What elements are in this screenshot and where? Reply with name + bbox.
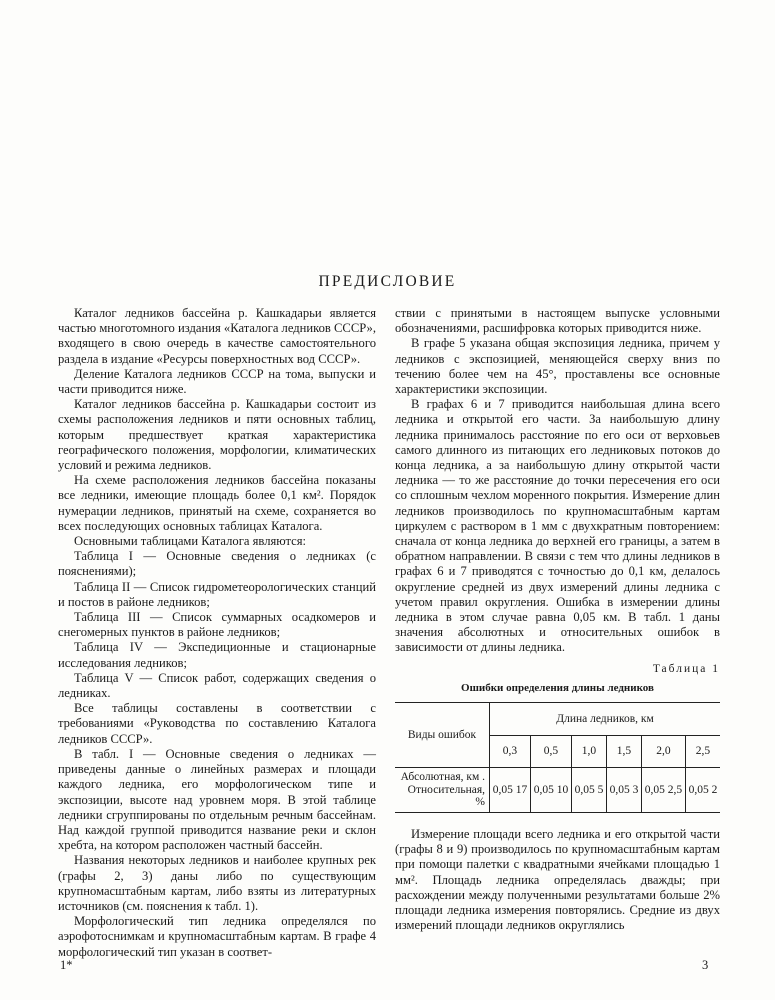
paragraph: Каталог ледников бассейна р. Кашкадарьи состоит из схемы расположения ледников и пяти основных таблиц, которым предшествует краткая характеристика географического положения, морфологии, климатических условий и режима ледников. (58, 397, 376, 473)
paragraph: Таблица III — Список суммарных осадкомеров и снегомерных пунктов в районе ледников; (58, 610, 376, 640)
table-label: Таблица 1 (652, 662, 720, 675)
paragraph: Таблица IV — Экспедиционные и стационарные исследования ледников; (58, 640, 376, 670)
paragraph: Основными таблицами Каталога являются: (74, 534, 307, 549)
table-header-cell: 1,0 (571, 735, 606, 768)
table-title: Ошибки определения длины ледников (461, 681, 654, 694)
paragraph: Морфологический тип ледника определялся по аэрофотоснимкам и крупномасштабным картам. В графе 4 морфологический тип указан в соответ- (58, 914, 376, 959)
paragraph: Измерение площади всего ледника и его открытой части (графы 8 и 9) производилось по крупномасштабным картам при помощи палетки с квадратными ячейками площадью 1 мм². Площадь ледника определялась дважды; при расхождении между полученными результатами больше 2% площади ледника измерения повторялись. Средние из двух измерений площади ледников округлялись (395, 827, 720, 933)
table-header-cell: 2,5 (685, 735, 720, 768)
paragraph: На схеме расположения ледников бассейна показаны все ледники, имеющие площадь более 0,1 км². Порядок нумерации ледников, принятый на схеме, сохраняется во всех последующих основных таблицах Каталога. (58, 473, 376, 533)
paragraph: Таблица V — Список работ, содержащих сведения о ледниках. (58, 670, 376, 701)
signature-mark: 1* (60, 958, 73, 972)
table-row-label: Абсолютная, км . Относительная, % (395, 768, 490, 813)
table-cell: 0,05 2,5 (642, 768, 686, 813)
table-header-cell: 0,5 (530, 735, 571, 768)
table-row (395, 768, 720, 813)
table-header-cell: 1,5 (606, 735, 641, 768)
table-header-cell: 2,0 (642, 735, 686, 768)
paragraph: Все таблицы составлены в соответствии с требованиями «Руководства по составлению Каталога ледников СССР». (58, 701, 376, 746)
table-header-cell: 0,3 (490, 735, 531, 768)
paragraph: Таблица I — Основные сведения о ледниках (с пояснениями); (58, 549, 376, 579)
paragraph: Каталог ледников бассейна р. Кашкадарьи является частью многотомного издания «Каталога ледников СССР», входящего в свою очередь в качестве самостоятельного раздела в издание «Ресурсы поверхностных вод СССР». (58, 306, 376, 366)
paragraph: Названия некоторых ледников и наиболее крупных рек (графы 2, 3) даны либо по существующим крупномасштабным картам, либо взяты из литературных источников (см. пояснения к табл. 1). (58, 853, 376, 913)
paragraph: В графах 6 и 7 приводится наибольшая длина всего ледника и открытой его части. За наибольшую длину ледника принималось расстояние по его оси от верховьев самого длинного из питающих его ледниковых потоков до конца ледника, а за наибольшую длину открытой части ледника — то же расстояние до точки пересечения его оси со сплошным чехлом моренного покрытия. Измерение длин ледников производилось по крупномасштабным картам циркулем с раствором в 1 мм с двухкратным повторением: сначала от конца ледника до верхней его границы, а затем в обратном направлении. В связи с тем что длины ледников в графах 6 и 7 приводятся с точностью до 0,1 км, делалось округление средней из двух измерений длины ледника с учетом правил округления. Ошибка в измерении длины ледника в этом случае равна 0,05 км. В табл. 1 даны значения абсолютных и относительных ошибок в зависимости от длины ледника. (395, 397, 720, 655)
error-table (395, 702, 720, 813)
table-cell: 0,05 3 (606, 768, 641, 813)
table-cell: 0,05 5 (571, 768, 606, 813)
table-header-kind: Виды ошибок (395, 703, 490, 768)
right-column (395, 306, 720, 934)
paragraph: В графе 5 указана общая экспозиция ледника, причем у ледников с экспозицией, меняющейся сверху вниз по течению более чем на 45°, проставлены все основные характеристики экспозиции. (395, 336, 720, 397)
paragraph: Деление Каталога ледников СССР на тома, выпуски и части приводится ниже. (58, 366, 376, 397)
paragraph: ствии с принятыми в настоящем выпуске условными обозначениями, расшифровка которых приводится ниже. (395, 306, 720, 336)
paragraph: В табл. I — Основные сведения о ледниках — приведены данные о линейных размерах и площади каждого ледника, его морфологическом типе и экспозиции, высоте над уровнем моря. В этой таблице ледники сгруппированы по отдельным речным бассейнам. Над каждой группой приводится название реки и склон хребта, на котором расположен частный бассейн. (58, 746, 376, 853)
table-header-length: Длина ледников, км (490, 703, 721, 736)
table-cell: 0,05 10 (530, 768, 571, 813)
table-cell: 0,05 17 (490, 768, 531, 813)
page-number: 3 (702, 958, 709, 972)
page-title: ПРЕДИСЛОВИЕ (318, 273, 457, 290)
left-column (58, 306, 376, 960)
table-cell: 0,05 2 (685, 768, 720, 813)
paragraph: Таблица II — Список гидрометеорологических станций и постов в районе ледников; (58, 579, 376, 609)
